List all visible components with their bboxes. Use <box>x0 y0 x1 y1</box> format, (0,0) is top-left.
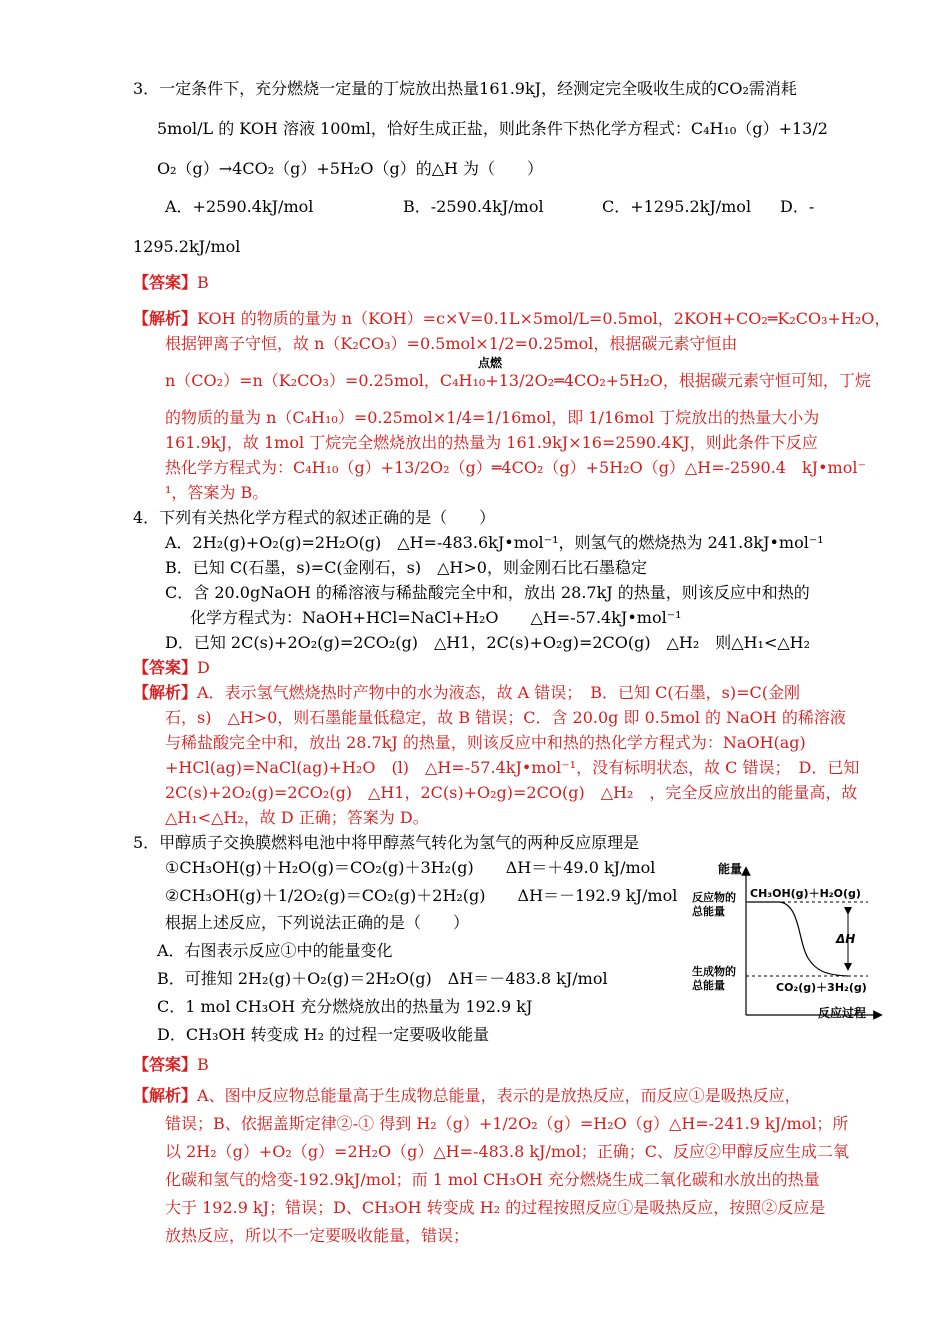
q4-option-d: D．已知 2C(s)+2O₂(g)=2CO₂(g) △H1，2C(s)+O₂g)=2CO(g) △H₂ 则△H₁<△H₂ <box>165 633 811 652</box>
q5-reaction-1: ①CH₃OH(g)＋H₂O(g)＝CO₂(g)＋3H₂(g) ΔH＝＋49.0 kJ/mol <box>165 858 656 877</box>
energy-diagram <box>688 855 888 1025</box>
q3-answer <box>133 272 209 294</box>
product-label-2: 总能量 <box>692 979 725 992</box>
q4-answer <box>133 657 210 679</box>
q5-stem: 5．甲醇质子交换膜燃料电池中将甲醇蒸气转化为氢气的两种反应原理是 <box>133 833 640 852</box>
q3-line-3: O₂（g）→4CO₂（g）+5H₂O（g）的△H 为（ ） <box>157 159 544 178</box>
analysis-text: A．表示氢气燃烧热时产物中的水为液态，故 A 错误； B．已知 C(石墨，s)=C(金刚 <box>197 683 800 702</box>
q4-analysis-3: 与稀盐酸完全中和，放出 28.7kJ 的热量，则该反应中和热的热化学方程式为：NaOH(ag) <box>165 733 806 752</box>
q3-analysis-3: n（CO₂）=n（K₂CO₃）=0.25mol，C₄H₁₀+13/2O₂═4CO₂+5H₂O，根据碳元素守恒可知，丁烷 <box>165 371 871 390</box>
answer-tag: 【答案】 <box>133 658 198 677</box>
q4-option-c-cont: 化学方程式为：NaOH+HCl=NaCl+H₂O △H=-57.4kJ•mol⁻¹ <box>190 608 682 627</box>
q5-option-c: C．1 mol CH₃OH 充分燃烧放出的热量为 192.9 kJ <box>157 997 533 1016</box>
reactant-label-1: 反应物的 <box>692 891 736 904</box>
q3-option-a: A．+2590.4kJ/mol <box>165 197 314 216</box>
q3-option-d-cont: 1295.2kJ/mol <box>133 237 241 256</box>
q5-question: 根据上述反应，下列说法正确的是（ ） <box>165 913 470 932</box>
q3-analysis-7: ¹，答案为 B。 <box>165 483 269 502</box>
y-axis-label: 能量 <box>718 862 743 876</box>
analysis-text: KOH 的物质的量为 n（KOH）=c×V=0.1L×5mol/L=0.5mol，2KOH+CO₂═K₂CO₃+H₂O， <box>197 309 891 328</box>
q5-answer <box>133 1054 209 1076</box>
q4-analysis-1 <box>133 682 800 704</box>
q4-stem: 4．下列有关热化学方程式的叙述正确的是（ ） <box>133 508 496 527</box>
q4-option-a: A．2H₂(g)+O₂(g)=2H₂O(g) △H=-483.6kJ•mol⁻¹，则氢气的燃烧热为 241.8kJ•mol⁻¹ <box>165 533 824 552</box>
analysis-tag: 【解析】 <box>133 309 198 328</box>
delta-h-label: ΔH <box>836 932 856 946</box>
q5-reaction-2: ②CH₃OH(g)＋1/2O₂(g)＝CO₂(g)＋2H₂(g) ΔH＝－192.9 kJ/mol <box>165 886 678 905</box>
q5-analysis-2: 错误；B、依据盖斯定律②-① 得到 H₂（g）+1/2O₂（g）=H₂O（g）△H=-241.9 kJ/mol；所 <box>165 1114 849 1133</box>
q3-line-2: 5mol/L 的 KOH 溶液 100ml，恰好生成正盐，则此条件下热化学方程式：C₄H₁₀（g）+13/2 <box>157 119 828 138</box>
q3-option-d: D．- <box>780 197 815 216</box>
answer-value: B <box>197 273 209 292</box>
q5-analysis-5: 大于 192.9 kJ；错误；D、CH₃OH 转变成 H₂ 的过程按照反应①是吸热反应，按照②反应是 <box>165 1198 826 1217</box>
q3-analysis-2: 根据钾离子守恒，故 n（K₂CO₃）=0.5mol×1/2=0.25mol，根据碳元素守恒由 <box>165 334 738 353</box>
analysis-tag: 【解析】 <box>133 1086 198 1105</box>
q3-analysis-5: 161.9kJ，故 1mol 丁烷完全燃烧放出的热量为 161.9kJ×16=2590.4KJ，则此条件下反应 <box>165 433 818 452</box>
product-label-1: 生成物的 <box>692 965 736 978</box>
q3-analysis-1 <box>133 308 890 330</box>
products-formula: CO₂(g)＋3H₂(g) <box>776 981 867 994</box>
reactant-label-2: 总能量 <box>692 905 725 918</box>
q4-analysis-4: +HCl(ag)=NaCl(ag)+H₂O (l) △H=-57.4kJ•mol⁻¹，没有标明状态，故 C 错误； D．已知 <box>165 758 860 777</box>
q4-analysis-2: 石，s) △H>0，则石墨能量低稳定，故 B 错误；C．含 20.0g 即 0.5mol 的 NaOH 的稀溶液 <box>165 708 846 727</box>
x-axis-label: 反应过程 <box>818 1006 867 1020</box>
q4-option-b: B．已知 C(石墨，s)=C(金刚石，s) △H>0，则金刚石比石墨稳定 <box>165 558 647 577</box>
q4-analysis-6: △H₁<△H₂，故 D 正确；答案为 D。 <box>165 808 429 827</box>
q5-analysis-4: 化碳和氢气的焓变-192.9kJ/mol；而 1 mol CH₃OH 充分燃烧生成二氧化碳和水放出的热量 <box>165 1170 820 1189</box>
q4-option-c: C．含 20.0gNaOH 的稀溶液与稀盐酸完全中和，放出 28.7kJ 的热量，则该反应中和热的 <box>165 583 810 602</box>
q3-line-1: 3．一定条件下，充分燃烧一定量的丁烷放出热量161.9kJ，经测定完全吸收生成的CO₂需消耗 <box>133 79 797 98</box>
answer-tag: 【答案】 <box>133 273 198 292</box>
analysis-tag: 【解析】 <box>133 683 198 702</box>
answer-tag: 【答案】 <box>133 1055 198 1074</box>
analysis-text: A、图中反应物总能量高于生成物总能量，表示的是放热反应，而反应①是吸热反应， <box>197 1086 801 1105</box>
reactants-formula: CH₃OH(g)＋H₂O(g) <box>750 887 861 900</box>
q3-analysis-6: 热化学方程式为：C₄H₁₀（g）+13/2O₂（g）═4CO₂（g）+5H₂O（g）△H=-2590.4 kJ•mol⁻ <box>165 458 866 477</box>
q5-analysis-3: 以 2H₂（g）+O₂（g）=2H₂O（g）△H=-483.8 kJ/mol；正确；C、反应②甲醇反应生成二氧 <box>165 1142 849 1161</box>
energy-curve <box>748 902 848 976</box>
q5-option-d: D．CH₃OH 转变成 H₂ 的过程一定要吸收能量 <box>157 1025 490 1044</box>
over-equals-label: 点燃 <box>478 356 503 370</box>
q5-option-a: A．右图表示反应①中的能量变化 <box>157 941 393 960</box>
q5-analysis-1 <box>133 1085 801 1107</box>
q3-analysis-4: 的物质的量为 n（C₄H₁₀）=0.25mol×1/4=1/16mol，即 1/16mol 丁烷放出的热量大小为 <box>165 408 820 427</box>
q3-option-c: C．+1295.2kJ/mol <box>602 197 752 216</box>
q5-analysis-6: 放热反应，所以不一定要吸收能量，错误； <box>165 1226 470 1245</box>
answer-value: B <box>197 1055 209 1074</box>
q3-option-b: B．-2590.4kJ/mol <box>403 197 544 216</box>
answer-value: D <box>197 658 210 677</box>
q4-analysis-5: 2C(s)+2O₂(g)=2CO₂(g) △H1，2C(s)+O₂g)=2CO(g) △H₂ ，完全反应放出的能量高，故 <box>165 783 858 802</box>
q5-option-b: B．可推知 2H₂(g)＋O₂(g)＝2H₂O(g) ΔH＝－483.8 kJ/mol <box>157 969 608 988</box>
